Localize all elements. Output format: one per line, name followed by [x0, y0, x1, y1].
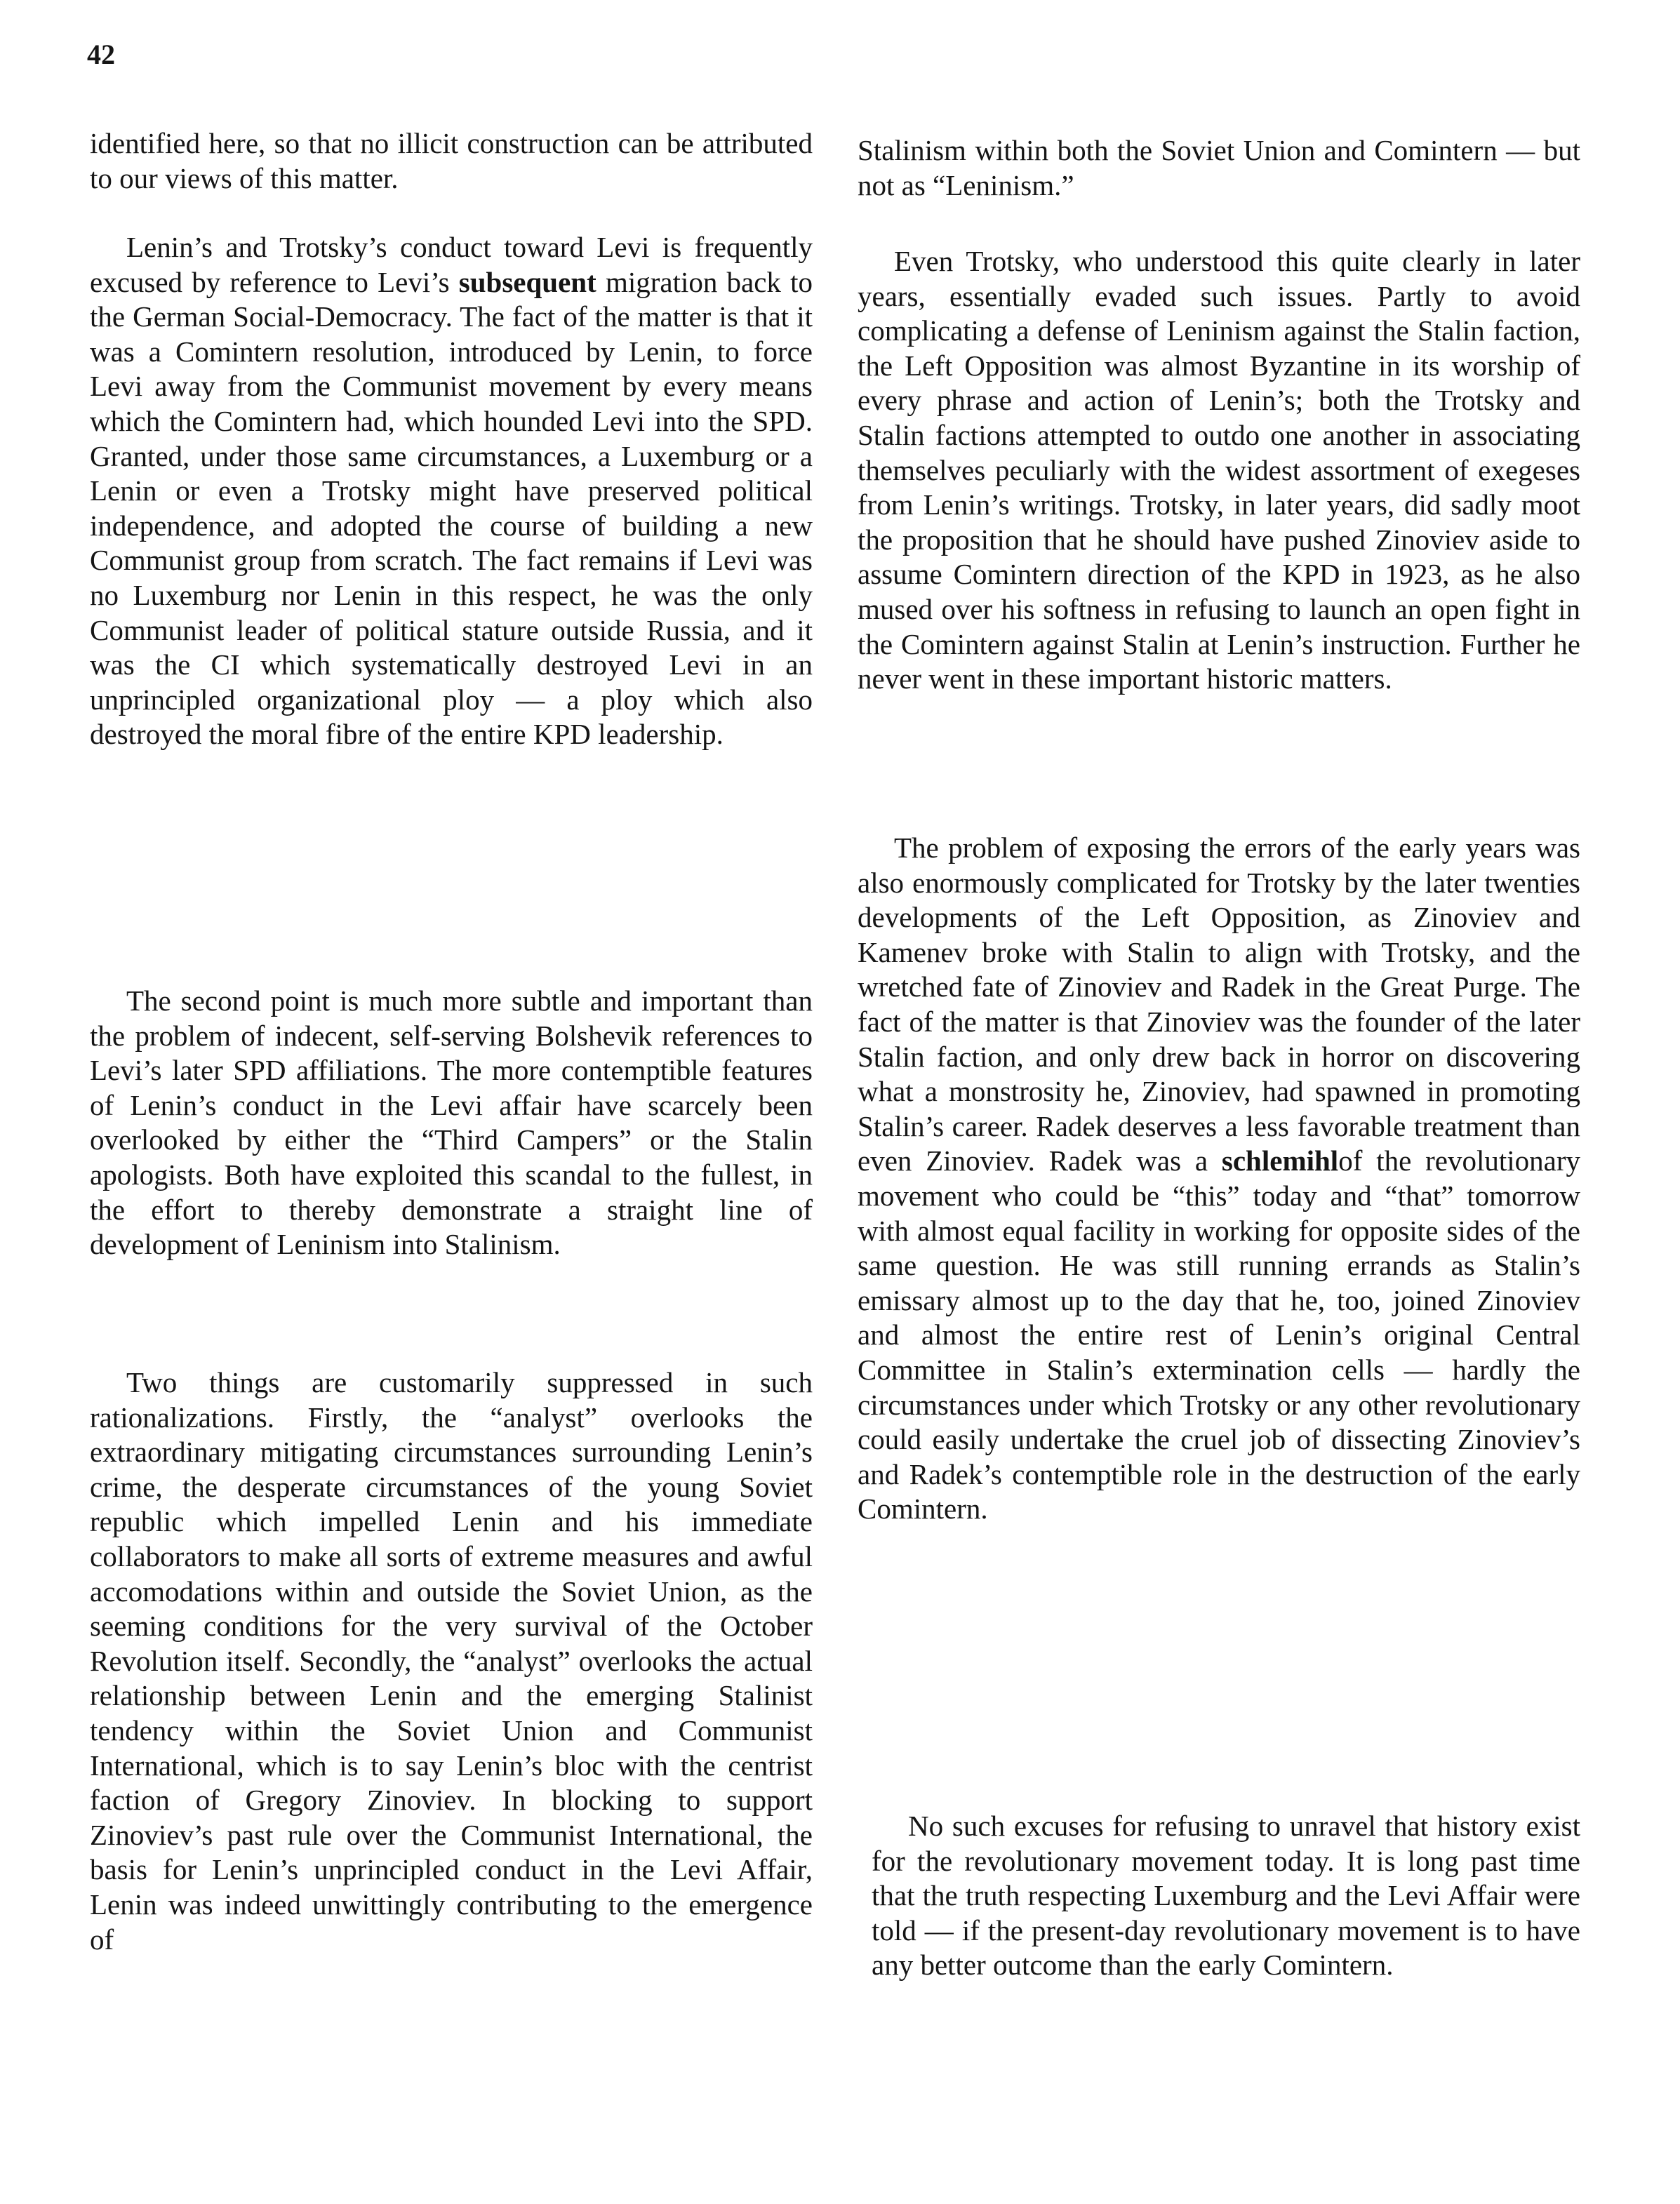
right-paragraph-3: [858, 831, 1580, 1527]
left-paragraph-1: identified here, so that no illicit construction can be attributed to our views of this matter.: [90, 127, 813, 194]
right-paragraph-1: Stalinism within both the Soviet Union and Comintern — but not as “Leninism.”: [858, 134, 1580, 201]
right-p3-text-b: of the revolutionary movement who could be “this” today and “that” tomorrow with almost equal facility in working for opposite sides of the same question. He was still running errands as Stalin’s emissary almost up to the day that he, too, joined Zinoviev and almost the entire rest of Lenin’s original Central Committee in Stalin’s extermination cells — hardly the circumstances under which Trotsky or any other revolutionary could easily undertake the cruel job of dissecting Zinoviev’s and Radek’s contemptible role in the destruction of the early Comintern.: [858, 1144, 1580, 1525]
page-number: 42: [87, 39, 115, 70]
right-p3-text-a: The problem of exposing the errors of the early years was also enormously complicated for Trotsky by the later twenties developments of the Left Opposition, as Zinoviev and Kamenev broke with Stalin to align with Trotsky, and the wretched fate of Zinoviev and Radek in the Great Purge. The fact of the matter is that Zinoviev was the founder of the later Stalin faction, and only drew back in horror on discovering what a monstrosity he, Zinoviev, had spawned in promoting Stalin’s career. Radek deserves a less favorable treatment than even Zinoviev. Radek was a: [858, 831, 1580, 1177]
left-p2-text-a: Lenin’s and Trotsky’s conduct toward Levi is frequently excused by reference to Levi’s: [90, 231, 813, 298]
emphasis-subsequent: subsequent: [458, 265, 596, 298]
left-p2-text-b: migration back to the German Social-Democracy. The fact of the matter is that it was a Comintern resolution, introduced by Lenin, to force Levi away from the Communist movement by every means which the Comintern had, which hounded Levi into the SPD. Granted, under those same circumstances, a Luxemburg or a Lenin or even a Trotsky might have preserved political independence, and adopted the course of building a new Communist group from scratch. The fact remains if Levi was no Luxemburg nor Lenin in this respect, he was the only Communist leader of political stature outside Russia, and it was the CI which systematically destroyed Levi in an unprincipled organizational ploy — a ploy which also destroyed the moral fibre of the entire KPD leadership.: [90, 265, 813, 751]
left-paragraph-3: The second point is much more subtle and important than the problem of indecent, self-serving Bolshevik references to Levi’s later SPD affiliations. The more contemptible features of Lenin’s conduct in the Levi affair have scarcely been overlooked by either the “Third Campers” or the Stalin apologists. Both have exploited this scandal to the fullest, in the effort to thereby demonstrate a straight line of development of Leninism into Stalinism.: [90, 984, 813, 1261]
right-paragraph-4: No such excuses for refusing to unravel that history exist for the revolutionary movement today. It is long past time that the truth respecting Luxemburg and the Levi Affair were told — if the present-day revolutionary movement is to have any better outcome than the early Comintern.: [872, 1810, 1580, 1982]
emphasis-schlemihl: schlemihl: [1221, 1144, 1339, 1177]
left-paragraph-4: Two things are customarily suppressed in such rationalizations. Firstly, the “analyst” overlooks the extraordinary mitigating circumstances surrounding Lenin’s crime, the desperate circumstances of the young Soviet republic which impelled Lenin and his immediate collaborators to make all sorts of extreme measures and awful accomodations within and outside the Soviet Union, as the seeming conditions for the very survival of the October Revolution itself. Secondly, the “analyst” overlooks the actual relationship between Lenin and the emerging Stalinist tendency within the Soviet Union and Communist International, which is to say Lenin’s bloc with the centrist faction of Gregory Zinoviev. In blocking to support Zinoviev’s past rule over the Communist International, the basis for Lenin’s unprincipled conduct in the Levi Affair, Lenin was indeed unwittingly contributing to the emergence of: [90, 1366, 813, 1956]
right-paragraph-2: Even Trotsky, who understood this quite clearly in later years, essentially evaded such issues. Partly to avoid complicating a defense of Leninism against the Stalin faction, the Left Opposition was almost Byzantine in its worship of every phrase and action of Lenin’s; both the Trotsky and Stalin factions attempted to outdo one another in associating themselves peculiarly with the widest assortment of exegeses from Lenin’s writings. Trotsky, in later years, did sadly moot the proposition that he should have pushed Zinoviev aside to assume Comintern direction of the KPD in 1923, as he also mused over his softness in refusing to launch an open fight in the Comintern against Stalin at Lenin’s instruction. Further he never went in these important historic matters.: [858, 245, 1580, 695]
left-paragraph-2: [90, 230, 813, 752]
